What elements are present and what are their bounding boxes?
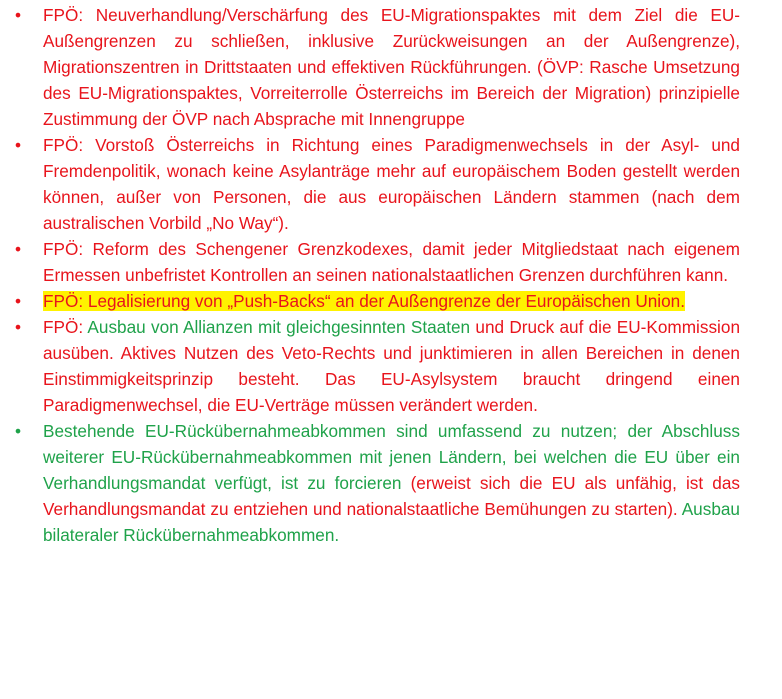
item-text-segment: Ausbau von Allianzen mit gleichgesinnten Staaten [87, 317, 471, 337]
bullet-list [0, 2, 782, 548]
list-item [0, 2, 782, 132]
item-text-highlighted: FPÖ: Legalisierung von „Push-Backs“ an der Außengrenze der Europäischen Union. [43, 291, 686, 311]
item-text: FPÖ: Vorstoß Österreichs in Richtung eines Paradigmenwechsels in der Asyl- und Fremdenpolitik, wonach keine Asylanträge mehr auf europäischem Boden gestellt werden können, außer von Personen, die aus europäischen Ländern stammen (nach dem australischen Vorbild „No Way“). [43, 135, 740, 233]
list-item-highlighted [0, 288, 782, 314]
document-page [0, 2, 782, 548]
item-text-segment: Bestehende EU-Rückübernahmeabkommen sind umfassend zu nutzen; der Abschluss weiterer EU-Rückübernahmeabkommen mit jenen Ländern, bei welchen die EU über ein Verhandlungsmandat verfügt, ist zu forcieren [43, 421, 740, 493]
list-item [0, 236, 782, 288]
item-text: FPÖ: Neuverhandlung/Verschärfung des EU-Migrationspaktes mit dem Ziel die EU-Außengrenzen zu schließen, inklusive Zurückweisungen an der Außengrenze), Migrationszentren in Drittstaaten und effektiven Rückführungen. (ÖVP: Rasche Umsetzung des EU-Migrationspaktes, Vorreiterrolle Österreichs im Bereich der Migration) prinzipielle Zustimmung der ÖVP nach Absprache mit Innengruppe [43, 5, 740, 129]
bullet-icon: • [15, 291, 22, 311]
item-text-segment: (erweist sich die EU als unfähig, ist das Verhandlungsmandat zu entziehen und nationalstaatliche Bemühungen zu starten). [43, 473, 740, 519]
bullet-icon: • [15, 317, 22, 337]
item-text-segment: FPÖ: [43, 317, 88, 337]
bullet-icon: • [15, 5, 22, 25]
item-text: FPÖ: Reform des Schengener Grenzkodexes, damit jeder Mitgliedstaat nach eigenem Ermessen unbefristet Kontrollen an seinen nationalstaatlichen Grenzen durchführen kann. [43, 239, 740, 285]
item-text-segment: Ausbau bilateraler Rückübernahmeabkommen. [43, 499, 740, 545]
item-text-segment: und Druck auf die EU-Kommission ausüben. Aktives Nutzen des Veto-Rechts und junktimieren in allen Bereichen in denen Einstimmigkeitsprinzip besteht. Das EU-Asylsystem braucht dringend einen Paradigmenwechsel, die EU-Verträge müssen verändert werden. [43, 317, 740, 415]
list-item [0, 314, 782, 418]
list-item [0, 132, 782, 236]
bullet-icon: • [15, 135, 22, 155]
bullet-icon: • [15, 239, 22, 259]
bullet-icon: • [15, 421, 22, 441]
list-item [0, 418, 782, 548]
